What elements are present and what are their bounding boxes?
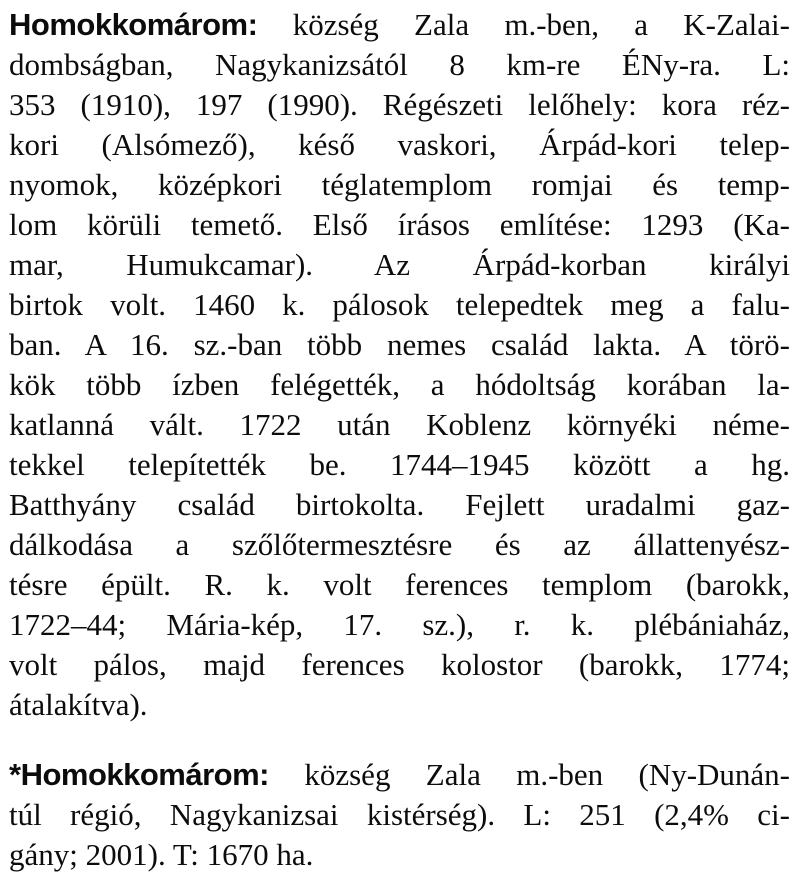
text-line: tekkel telepítették be. 1744–1945 között a hg. [9, 447, 790, 482]
text-line [9, 5, 790, 45]
text-line: katlanná vált. 1722 után Koblenz környéki néme- [9, 407, 790, 442]
text-line: kök több ízben felégették, a hódoltság korában la- [9, 367, 790, 402]
text-line: dálkodása a szőlőtermesztésre és az állattenyész- [9, 527, 790, 562]
text-line: 1722–44; Mária-kép, 17. sz.), r. k. plébániaház, [9, 607, 790, 642]
text-line: birtok volt. 1460 k. pálosok telepedtek meg a falu- [9, 287, 790, 322]
text-line: mar, Humukcamar). Az Árpád-korban királyi [9, 247, 790, 282]
text-line: Batthyány család birtokolta. Fejlett uradalmi gaz- [9, 487, 790, 522]
entry-headword: *Homokkomárom: [9, 757, 269, 792]
text-line: túl régió, Nagykanizsai kistérség). L: 251 (2,4% ci- [9, 797, 790, 832]
text-line: volt pálos, majd ferences kolostor (barokk, 1774; [9, 647, 790, 682]
text-line: átalakítva). [9, 687, 148, 722]
entry-text: község Zala m.-ben, a K-Zalai- [292, 7, 790, 42]
text-line: kori (Alsómező), késő vaskori, Árpád-kori telep- [9, 127, 790, 162]
text-line: ban. A 16. sz.-ban több nemes család lakta. A törö- [9, 327, 790, 362]
text-line: tésre épült. R. k. volt ferences templom (barokk, [9, 567, 790, 602]
text-line [9, 755, 790, 795]
text-line: nyomok, középkori téglatemplom romjai és temp- [9, 167, 790, 202]
entry-homokkomarom [9, 5, 790, 725]
text-line: dombságban, Nagykanizsától 8 km-re ÉNy-ra. L: [9, 47, 790, 82]
entry-homokkomarom-2 [9, 755, 790, 875]
entry-headword: Homokkomárom: [9, 7, 258, 42]
text-line: gány; 2001). T: 1670 ha. [9, 837, 314, 872]
text-line: lom körüli temető. Első írásos említése: 1293 (Ka- [9, 207, 790, 242]
text-line: 353 (1910), 197 (1990). Régészeti lelőhely: kora réz- [9, 87, 790, 122]
entry-text: község Zala m.-ben (Ny-Dunán- [304, 757, 790, 792]
